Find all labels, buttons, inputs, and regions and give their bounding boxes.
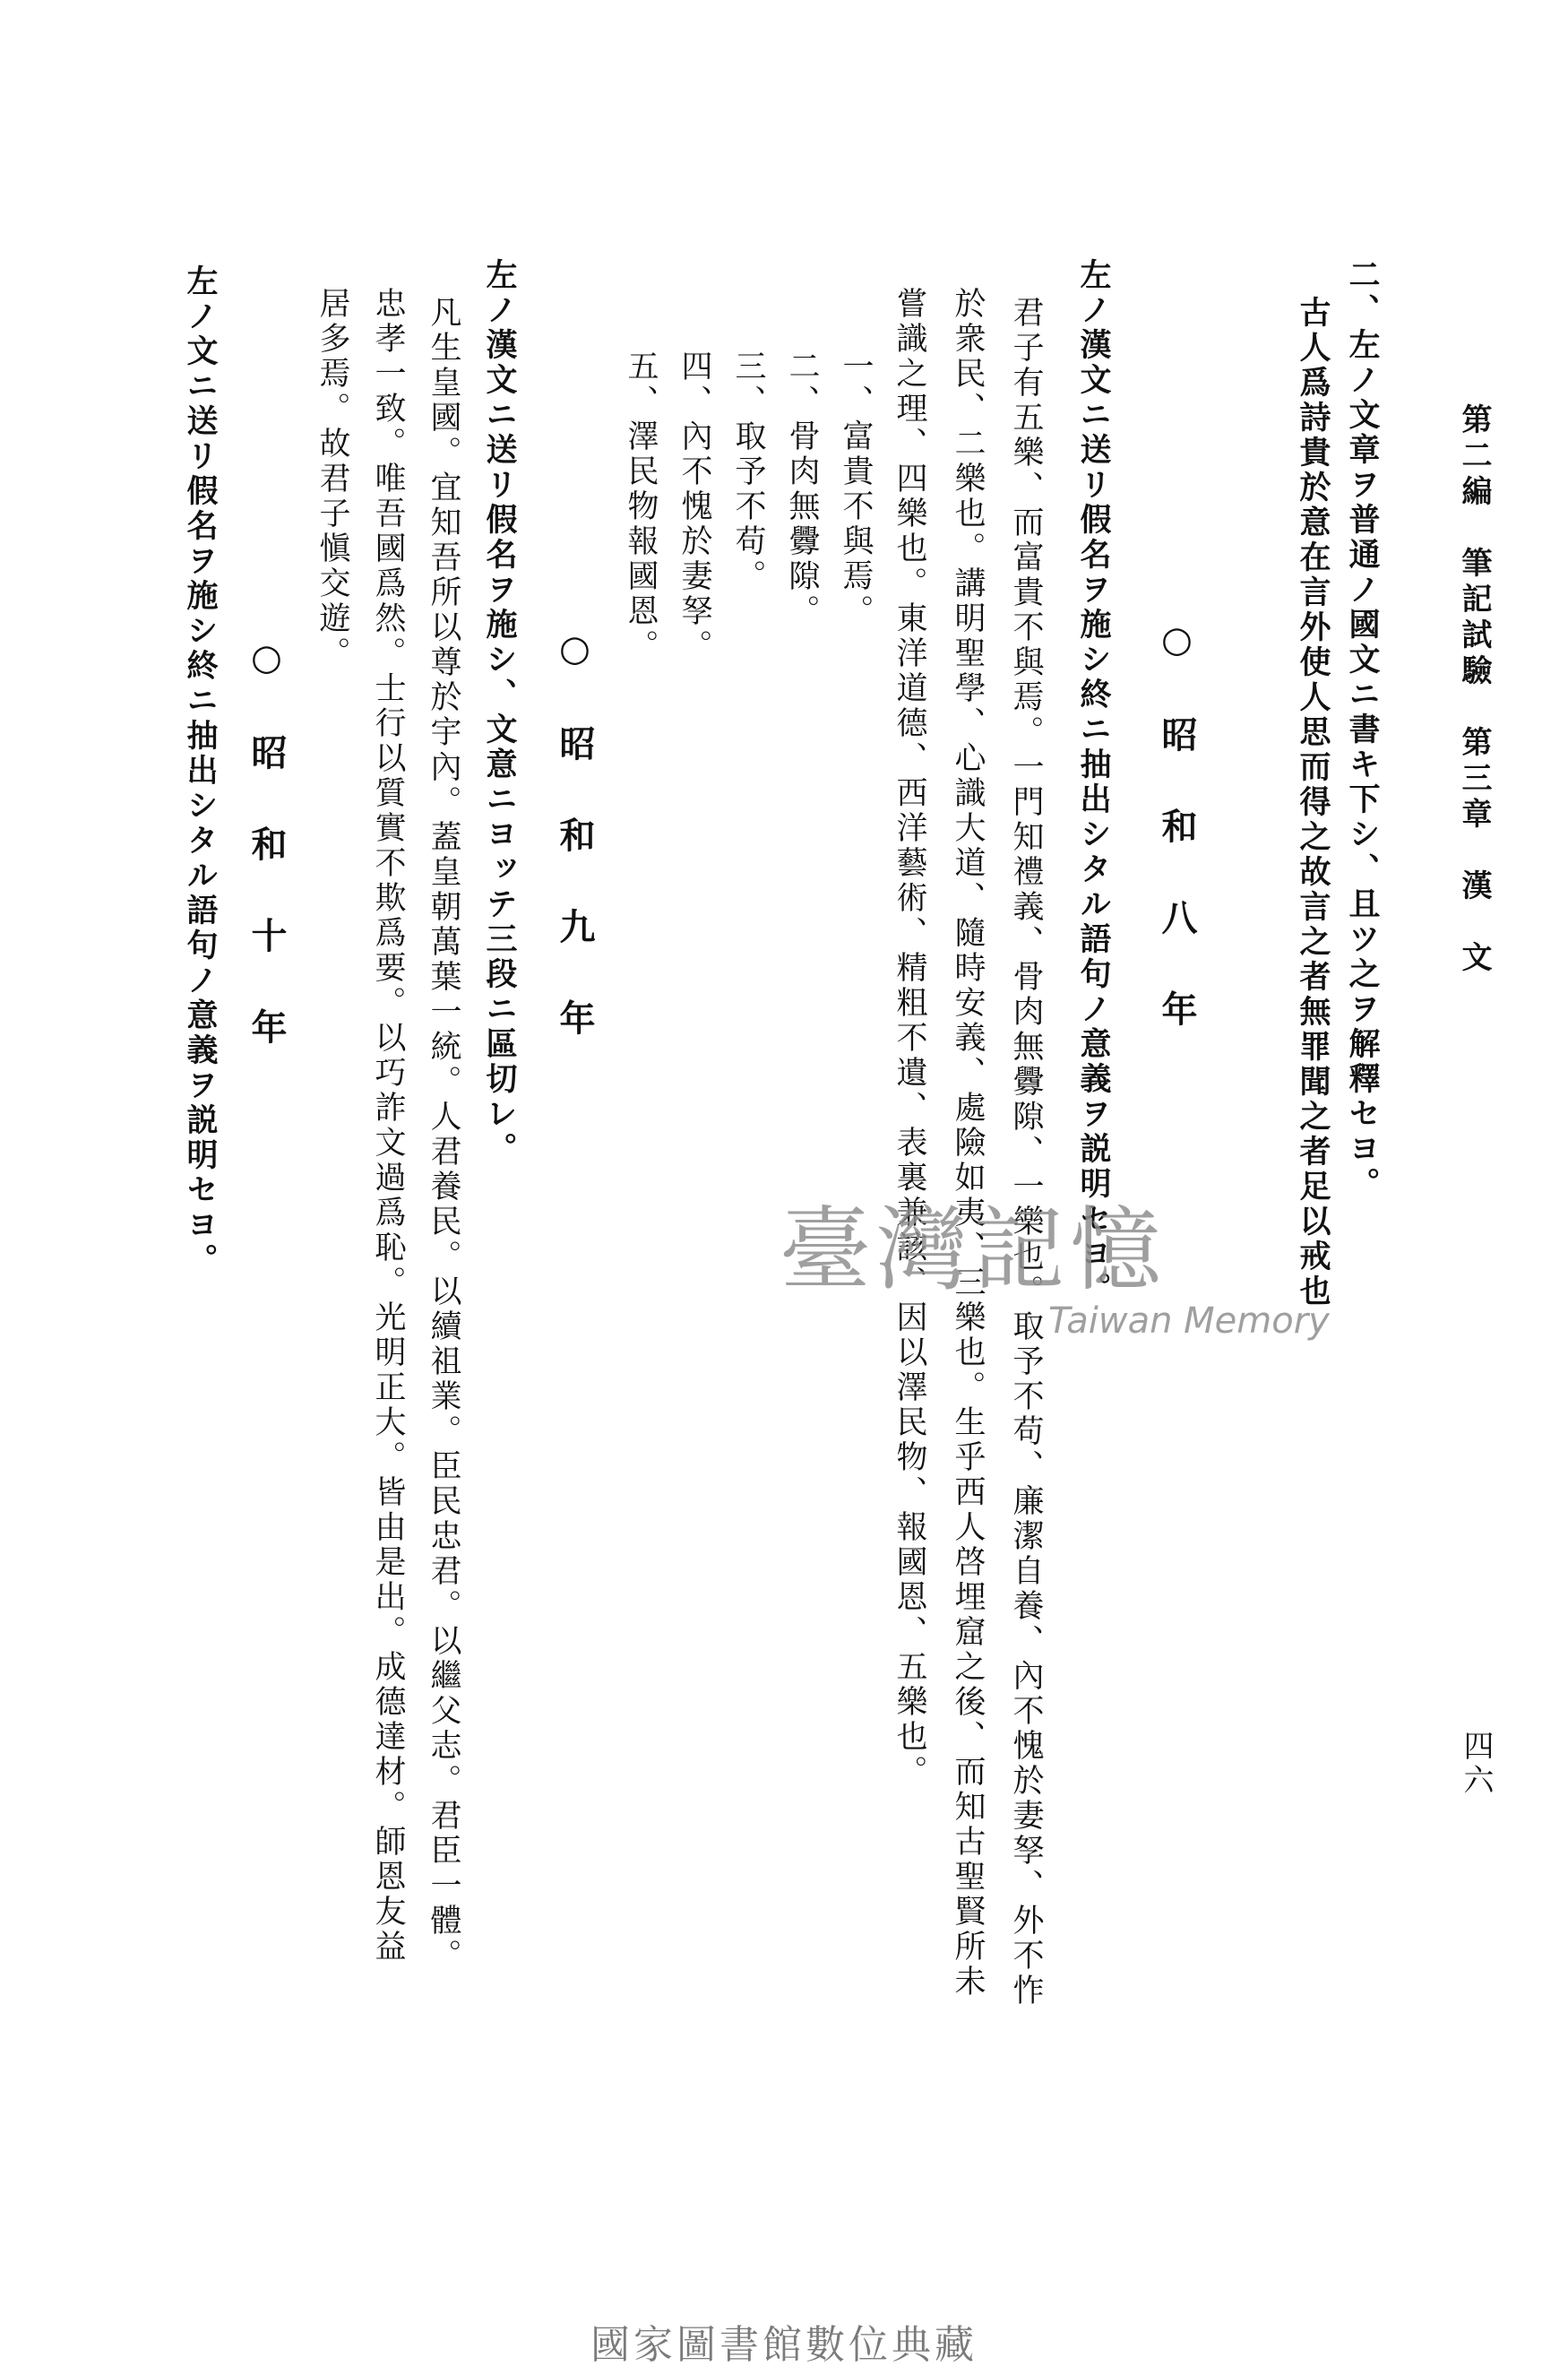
running-head: 第二編 筆記試驗 第三章 漢 文 — [1456, 403, 1492, 977]
showa-9-text-line: 居多焉。故君子愼交遊。 — [314, 287, 350, 671]
taiwan-memory-watermark — [780, 1197, 1330, 1342]
section-2-passage: 古人爲詩貴於意在言外使人思而得之故言之者無罪聞之者足以戒也 — [1295, 296, 1331, 1309]
showa-8-text-line: 君子有五樂、而富貴不與焉。一門知禮義、骨肉無釁隙、一樂也。取予不苟、廉潔自養、內不愧於妻孥、外不怍 — [1008, 296, 1044, 2008]
showa-8-heading: ○昭和八年 — [1156, 618, 1198, 1082]
showa-9-instruction: 左ノ漢文ニ送リ假名ヲ施シ、文意ニヨッテ三段ニ區切レ。 — [481, 258, 518, 1167]
showa-8-item: 五、澤民物報國恩。 — [623, 350, 659, 664]
section-2-prompt: 二、左ノ文章ヲ普通ノ國文ニ書キ下シ、且ツ之ヲ解釋セヨ。 — [1344, 258, 1381, 1202]
showa-8-text-line: 嘗識之理、四樂也。東洋道德、西洋藝術、精粗不遺、表裏兼該、因以澤民物、報國恩、五樂也。 — [892, 287, 927, 1790]
showa-8-instruction: 左ノ漢文ニ送リ假名ヲ施シ終ニ抽出シタル語句ノ意義ヲ説明セヨ。 — [1075, 258, 1112, 1307]
watermark-cn: 臺灣記憶 — [780, 1197, 1167, 1304]
showa-10-instruction: 左ノ文ニ送リ假名ヲ施シ終ニ抽出シタル語句ノ意義ヲ説明セヨ。 — [182, 264, 219, 1278]
showa-8-item: 三、取予不苟。 — [730, 350, 766, 594]
showa-9-text-line: 凡生皇國。宜知吾所以尊於宇內。蓋皇朝萬葉一統。人君養民。以續祖業。臣民忠君。以繼父志。君臣一體。 — [426, 296, 461, 1973]
showa-8-item: 二、骨肉無釁隙。 — [784, 350, 820, 629]
page-number: 四六 — [1458, 1730, 1494, 1798]
showa-8-item: 一、富貴不與焉。 — [838, 350, 874, 629]
showa-9-heading: ○昭和九年 — [554, 627, 596, 1091]
watermark-en: Taiwan Memory — [1048, 1300, 1330, 1342]
showa-9-text-line: 忠孝一致。唯吾國爲然。士行以質實不欺爲要。以巧詐文過爲恥。光明正大。皆由是出。成德達材。師恩友益 — [370, 287, 406, 1965]
showa-8-text-line: 於衆民、二樂也。講明聖學、心識大道、隨時安義、處險如夷、三樂也。生乎西人啓埋窟之後、而知古聖賢所未 — [950, 287, 986, 1999]
library-footer: 國家圖書館數位典藏 — [590, 2322, 978, 2368]
showa-10-heading: ○昭和十年 — [246, 636, 288, 1100]
showa-8-item: 四、內不愧於妻孥。 — [676, 350, 712, 664]
